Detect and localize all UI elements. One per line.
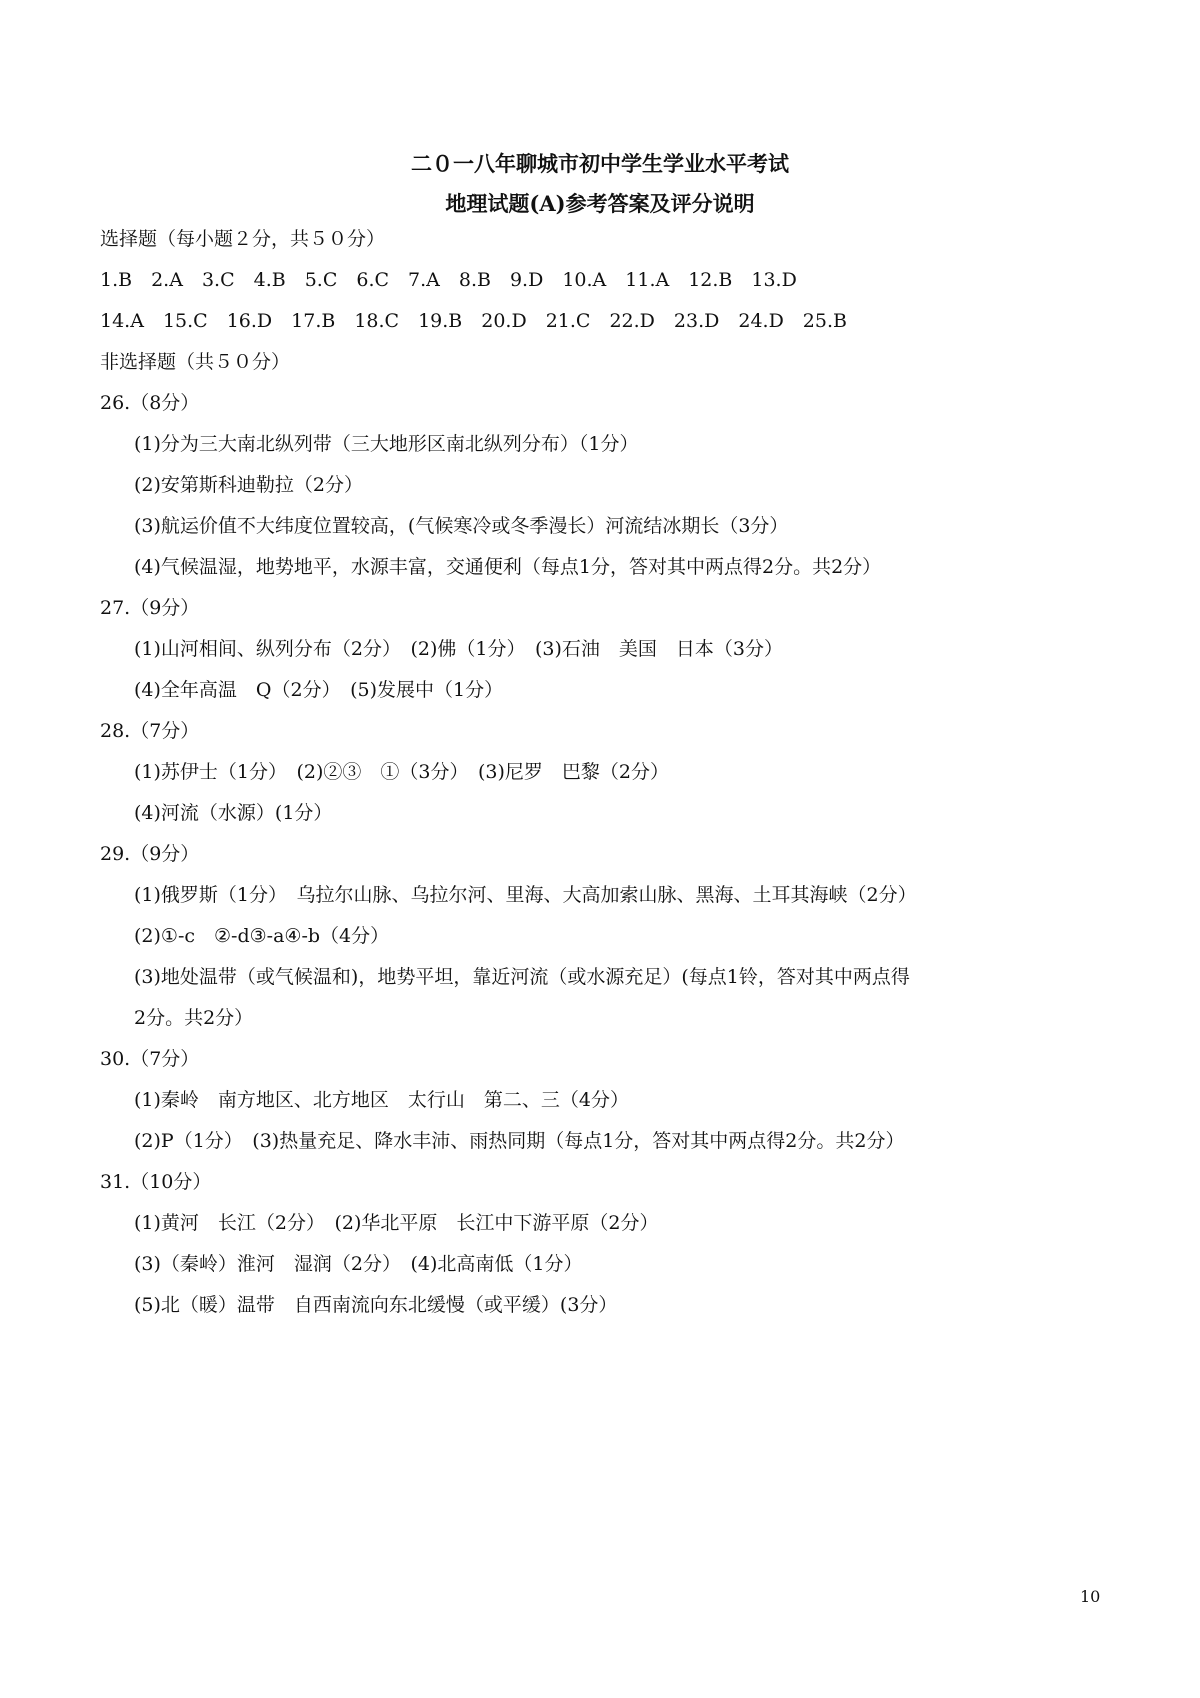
q26-answer-1: (1)分为三大南北纵列带（三大地形区南北纵列分布）（1分） bbox=[134, 433, 639, 455]
q29-label: 29.（9分） bbox=[100, 843, 200, 865]
q28-label: 28.（7分） bbox=[100, 720, 200, 742]
q30-answer-2: (2)P（1分） (3)热量充足、降水丰沛、雨热同期（每点1分，答对其中两点得2分。共2分） bbox=[134, 1130, 905, 1152]
q29-answer-3-continued: 2分。共2分） bbox=[134, 1007, 254, 1029]
q28-answer-2: (4)河流（水源）(1分） bbox=[134, 802, 333, 824]
section-nonchoice-heading: 非选择题（共５０分） bbox=[100, 351, 291, 373]
q27-answer-2: (4)全年高温 Q（2分） (5)发展中（1分） bbox=[134, 679, 504, 701]
q30-label: 30.（7分） bbox=[100, 1048, 200, 1070]
q31-answer-1: (1)黄河 长江（2分） (2)华北平原 长江中下游平原（2分） bbox=[134, 1212, 659, 1234]
q30-answer-1: (1)秦岭 南方地区、北方地区 太行山 第二、三（4分） bbox=[134, 1089, 630, 1111]
page-number: 10 bbox=[1080, 1587, 1101, 1606]
q29-answer-3: (3)地处温带（或气候温和)，地势平坦，靠近河流（或水源充足）(每点1铃，答对其中两点得 bbox=[134, 966, 910, 988]
q31-label: 31.（10分） bbox=[100, 1171, 212, 1193]
choice-answers-row-2: 14.A 15.C 16.D 17.B 18.C 19.B 20.D 21.C 22.D 23.D 24.D 25.B bbox=[100, 310, 847, 332]
q31-answer-3: (5)北（暖）温带 自西南流向东北缓慢（或平缓）(3分） bbox=[134, 1294, 618, 1316]
section-choice-heading: 选择题（每小题２分，共５０分） bbox=[100, 228, 386, 250]
page-title: 二０一八年聊城市初中学生学业水平考试 bbox=[411, 151, 789, 176]
q27-label: 27.（9分） bbox=[100, 597, 200, 619]
q26-label: 26.（8分） bbox=[100, 392, 200, 414]
q27-answer-1: (1)山河相间、纵列分布（2分） (2)佛（1分） (3)石油 美国 日本（3分） bbox=[134, 638, 784, 660]
page-subtitle: 地理试题(A)参考答案及评分说明 bbox=[445, 191, 755, 216]
q29-answer-2: (2)①-c ②-d③-a④-b（4分） bbox=[134, 925, 390, 947]
q26-answer-2: (2)安第斯科迪勒拉（2分） bbox=[134, 474, 364, 496]
q28-answer-1: (1)苏伊士（1分） (2)②③ ①（3分） (3)尼罗 巴黎（2分） bbox=[134, 761, 670, 783]
q29-answer-1: (1)俄罗斯（1分） 乌拉尔山脉、乌拉尔河、里海、大高加索山脉、黑海、土耳其海峡（2分） bbox=[134, 884, 917, 906]
q31-answer-2: (3)（秦岭）淮河 湿润（2分） (4)北高南低（1分） bbox=[134, 1253, 583, 1275]
q26-answer-3: (3)航运价值不大纬度位置较高，(气候寒冷或冬季漫长）河流结冰期长（3分） bbox=[134, 515, 789, 537]
q26-answer-4: (4)气候温湿，地势地平，水源丰富，交通便利（每点1分，答对其中两点得2分。共2分） bbox=[134, 556, 882, 578]
choice-answers-row-1: 1.B 2.A 3.C 4.B 5.C 6.C 7.A 8.B 9.D 10.A 11.A 12.B 13.D bbox=[100, 269, 797, 291]
